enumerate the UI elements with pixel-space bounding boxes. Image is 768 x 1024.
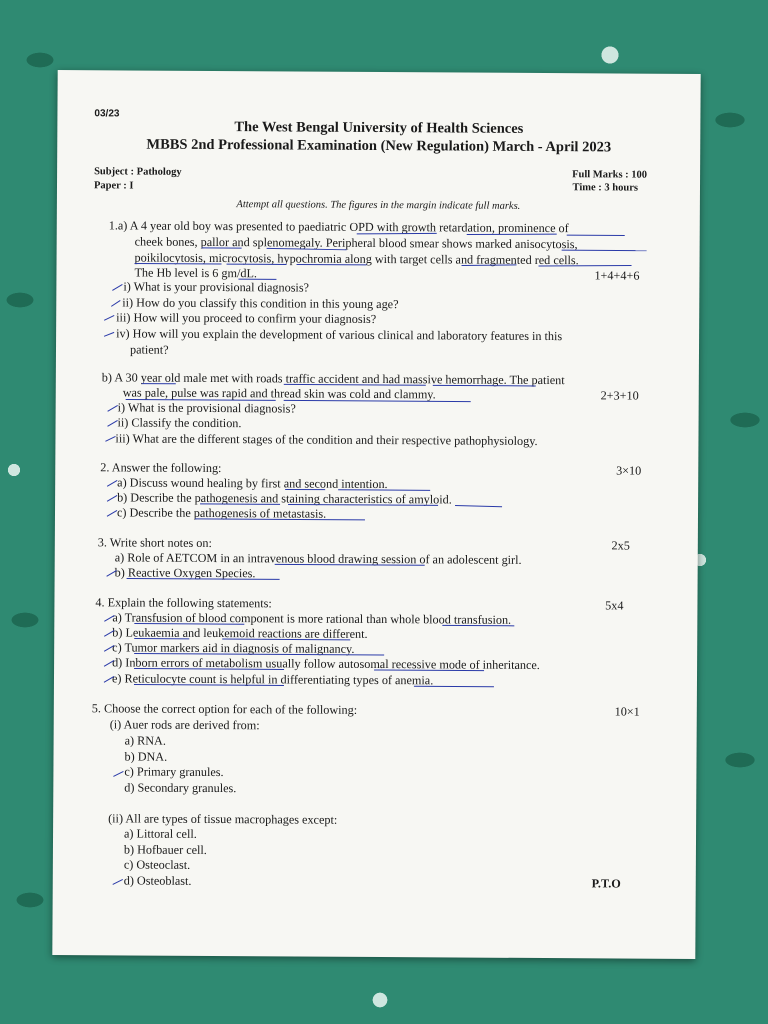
subject-line: Subject : Pathology xyxy=(94,166,182,178)
q2-item: c) Describe the pathogenesis of metastasis. xyxy=(116,505,327,521)
q2-title: 2. Answer the following: xyxy=(100,460,222,476)
pen-tick xyxy=(108,420,118,426)
pen-tick xyxy=(108,405,118,411)
q5-i-stem: (i) Auer rods are derived from: xyxy=(109,717,260,733)
pen-tick xyxy=(104,660,114,666)
pen-underline xyxy=(374,670,484,671)
q1a-sub: patient? xyxy=(129,342,169,357)
q2-marks: 3×10 xyxy=(616,463,642,478)
q5-ii-option: b) Hofbauer cell. xyxy=(123,842,207,857)
q5-ii-stem: (ii) All are types of tissue macrophages except: xyxy=(108,811,338,827)
pen-tick xyxy=(104,315,114,320)
pen-tick xyxy=(107,480,117,486)
pen-underline xyxy=(195,519,365,520)
q1b-sub: iii) What are the different stages of the condition and their respective pathophysiology. xyxy=(115,431,538,448)
pen-tick xyxy=(104,645,114,651)
q4-item: c) Tumor markers aid in diagnosis of malignancy. xyxy=(112,640,355,656)
pen-underline xyxy=(338,490,430,491)
pen-tick xyxy=(113,771,123,776)
q1a-sub: i) What is your provisional diagnosis? xyxy=(123,279,310,295)
q5-title: 5. Choose the correct option for each of the following: xyxy=(91,701,358,717)
q4-item: e) Reticulocyte count is helpful in differentiating types of anemia. xyxy=(111,671,434,688)
paper-code: 03/23 xyxy=(94,108,120,120)
paper-number: Paper : I xyxy=(93,180,134,192)
pen-underline xyxy=(433,385,536,386)
pen-underline xyxy=(284,384,426,385)
pen-tick xyxy=(104,615,114,621)
pen-underline xyxy=(134,685,284,686)
pto-label: P.T.O xyxy=(591,876,621,891)
pen-underline xyxy=(562,250,647,251)
pen-underline xyxy=(288,504,438,505)
pen-underline xyxy=(275,564,425,565)
q1a-marks: 1+4+4+6 xyxy=(594,268,640,283)
q4-item: d) Inborn errors of metabolism usually follow autosomal recessive mode of inheritance. xyxy=(112,655,540,673)
pen-underline xyxy=(135,264,222,265)
q2-item: a) Discuss wound healing by first and second intention. xyxy=(117,475,388,492)
pen-underline xyxy=(134,624,244,625)
full-marks: Full Marks : 100 xyxy=(572,169,648,181)
q1b-line: was pale, pulse was rapid and thread skin was cold and clammy. xyxy=(122,385,436,402)
q1a-line: The Hb level is 6 gm/dL. xyxy=(134,265,258,281)
pen-tick xyxy=(105,436,115,441)
exam-title: MBBS 2nd Professional Examination (New Regulation) March - April 2023 xyxy=(146,136,612,156)
pen-tick xyxy=(113,879,123,884)
q5-i-option: d) Secondary granules. xyxy=(124,780,237,796)
pen-tick xyxy=(104,332,114,336)
q5-marks: 10×1 xyxy=(614,704,640,719)
q1a-sub: iii) How will you proceed to confirm your diagnosis? xyxy=(116,310,377,326)
q5-ii-option: d) Osteoblast. xyxy=(123,873,192,888)
pen-tick xyxy=(104,630,114,636)
q4-item: a) Transfusion of blood component is more rational than whole blood transfusion. xyxy=(112,610,512,627)
pen-underline xyxy=(126,399,276,400)
q1a-line: 1.a) A 4 year old boy was presented to paediatric OPD with growth retardation, prominence of xyxy=(108,218,569,236)
q1b-sub: i) What is the provisional diagnosis? xyxy=(117,400,296,416)
q4-item: b) Leukaemia and leukemoid reactions are different. xyxy=(112,625,368,641)
pen-underline xyxy=(467,234,557,236)
instruction-line: Attempt all questions. The figures in the margin indicate full marks. xyxy=(236,199,521,212)
pen-underline xyxy=(127,578,280,579)
pen-tick xyxy=(107,510,117,516)
pen-tick xyxy=(104,676,114,682)
pen-underline xyxy=(134,669,284,670)
q1a-sub: iv) How will you explain the development of various clinical and laboratory features in this xyxy=(116,326,563,344)
q1a-line: cheek bones, pallor and splenomegaly. Peripheral blood smear shows marked anisocytosis, xyxy=(134,234,578,252)
pen-underline xyxy=(455,505,502,506)
q1b-marks: 2+3+10 xyxy=(600,388,639,403)
q1a-line: poikilocytosis, microcytosis, hypochromia along with target cells and fragmented red cells. xyxy=(134,250,579,268)
q3-marks: 2x5 xyxy=(611,538,630,553)
q5-ii-option: c) Osteoclast. xyxy=(123,857,191,872)
pen-tick xyxy=(107,570,117,576)
q2-item: b) Describe the pathogenesis and staining characteristics of amyloid. xyxy=(117,490,452,507)
q3-item: a) Role of AETCOM in an intravenous blood drawing session of an adolescent girl. xyxy=(114,550,522,567)
pen-tick xyxy=(112,284,122,290)
pen-tick xyxy=(107,495,117,501)
pen-underline xyxy=(267,248,347,249)
q3-item: b) Reactive Oxygen Species. xyxy=(114,565,256,581)
q3-title: 3. Write short notes on: xyxy=(97,535,212,550)
university-title: The West Bengal University of Health Sciences xyxy=(234,119,524,137)
pen-underline xyxy=(134,654,384,656)
q4-marks: 5x4 xyxy=(605,598,624,613)
pen-underline xyxy=(284,400,471,401)
q5-ii-option: a) Littoral cell. xyxy=(124,826,197,841)
q4-title: 4. Explain the following statements: xyxy=(95,595,272,611)
pen-underline xyxy=(357,233,437,234)
pen-underline xyxy=(462,265,517,266)
q1a-sub: ii) How do you classify this condition in this young age? xyxy=(122,295,399,312)
pen-tick xyxy=(111,300,120,306)
q1b-sub: ii) Classify the condition. xyxy=(117,415,242,431)
q5-i-option: b) DNA. xyxy=(124,749,168,764)
exam-paper xyxy=(52,70,700,959)
pen-annotations xyxy=(52,70,700,959)
q1b-line: b) A 30 year old male met with roads traffic accident and had massive hemorrhage. The patient xyxy=(101,370,565,388)
q5-i-option: c) Primary granules. xyxy=(124,764,224,780)
pen-underline xyxy=(539,265,632,267)
pen-underline xyxy=(222,639,350,640)
time-allowed: Time : 3 hours xyxy=(572,182,639,194)
q5-i-option: a) RNA. xyxy=(124,733,166,748)
